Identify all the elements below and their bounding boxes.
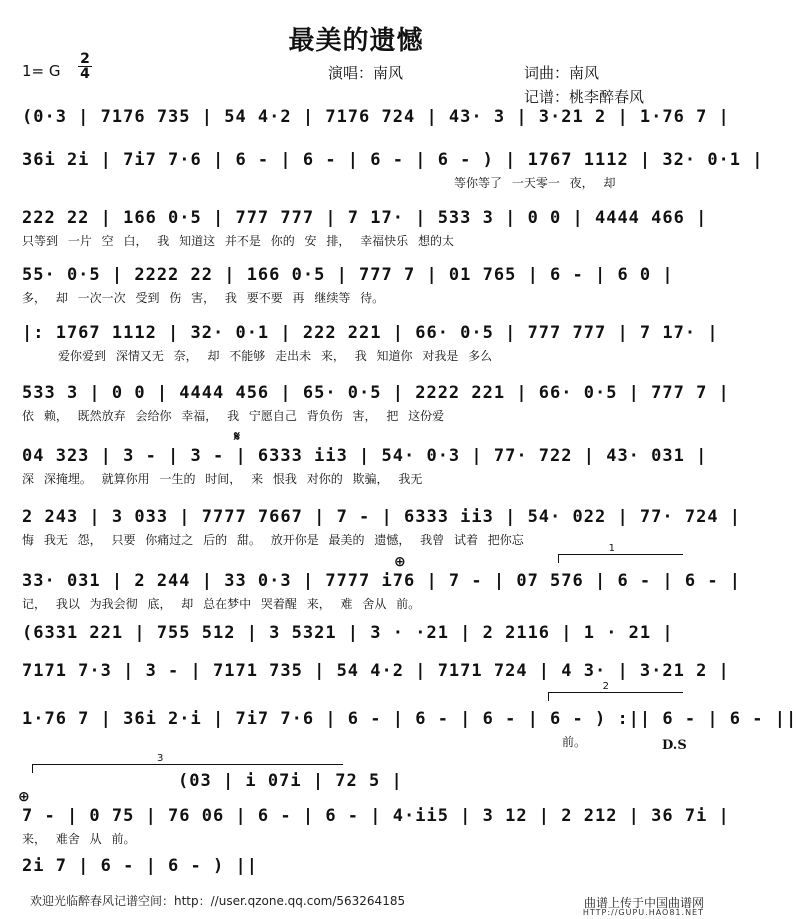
time-signature-numerator: 2 [78,52,92,67]
notation-line: 222 22 | 166 0·5 | 777 777 | 7 17· | 533 3 | 0 0 | 4444 466 | [22,208,708,228]
composer-credit: 词曲：南风 [524,64,600,82]
notation-line: |: 1767 1112 | 32· 0·1 | 222 221 | 66· 0·5 | 777 777 | 7 17· | [22,323,719,343]
lyric-line: 依 赖， 既然放弃 会给你 幸福， 我 宁愿自己 背负伤 害， 把 这份爱 [22,409,445,423]
notation-line: (6331 221 | 755 512 | 3 5321 | 3 · ·21 | 2 2116 | 1 · 21 | [22,623,674,643]
notation-line: (0·3 | 7176 735 | 54 4·2 | 7176 724 | 43· 3 | 3·21 2 | 1·76 7 | [22,107,730,127]
watermark-url: HTTP://GUPU.HAO81.NET [582,908,704,917]
second-ending-number: 2 [602,681,609,692]
notation-line: 1·76 7 | 36i 2·i | 7i7 7·6 | 6 - | 6 - | 6 - | 6 - ) :|| 6 - | 6 - || [22,709,797,729]
lyric-line: 只等到 一片 空 白， 我 知道这 并不是 你的 安 排， 幸福快乐 想的太 [22,234,454,248]
lyric-line: 多， 却 一次一次 受到 伤 害， 我 要不要 再 继续等 待。 [22,291,385,305]
third-ending-number: 3 [157,753,164,764]
notation-line: 7171 7·3 | 3 - | 7171 735 | 54 4·2 | 7171 724 | 4 3· | 3·21 2 | [22,661,730,681]
song-title: 最美的遗憾 [288,26,424,56]
notation-line: 36i 2i | 7i7 7·6 | 6 - | 6 - | 6 - | 6 - ) | 1767 1112 | 32· 0·1 | [22,150,764,170]
key-signature: 1= G [22,62,61,80]
watermark-text: 曲谱上传于中国曲谱网 [583,896,704,910]
notation-line: 2 243 | 3 033 | 7777 7667 | 7 - | 6333 ii3 | 54· 022 | 77· 724 | [22,507,742,527]
segno-sign: 𝄋 [234,429,241,445]
first-ending-bracket [558,543,683,563]
lyric-line: 记， 我以 为我会彻 底， 却 总在梦中 哭着醒 来， 难 舍从 前。 [22,597,421,611]
singer-credit: 演唱：南风 [328,64,404,82]
notation-line: 2i 7 | 6 - | 6 - ) || [22,856,258,876]
footer-link-text: 欢迎光临醉春风记谱空间：http：//user.qzone.qq.com/563264185 [30,894,406,908]
notation-line: 7 - | 0 75 | 76 06 | 6 - | 6 - | 4·ii5 | 3 12 | 2 212 | 36 7i | [22,806,730,826]
notation-line: (03 | i 07i | 72 5 | [178,771,403,791]
time-signature-denominator: 4 [80,66,90,82]
lyric-line: 悔 我无 怨， 只要 你痛过之 后的 甜。 放开你是 最美的 遗憾， 我曾 试着 把你忘 [22,533,524,547]
notation-line: 55· 0·5 | 2222 22 | 166 0·5 | 777 7 | 01 765 | 6 - | 6 0 | [22,265,674,285]
lyric-line: 等你等了 一天零一 夜， 却 [454,176,616,190]
time-signature [78,52,92,81]
dal-segno-mark: D.S [662,738,687,753]
lyric-line: 前。 [562,735,587,749]
notator-credit: 记谱：桃李醉春风 [524,88,645,106]
notation-line: 04 323 | 3 - | 3 - | 6333 ii3 | 54· 0·3 | 77· 722 | 43· 031 | [22,446,708,466]
notation-line: 33· 031 | 2 244 | 33 0·3 | 7777 i76 | 7 - | 07 576 | 6 - | 6 - | [22,571,742,591]
first-ending-number: 1 [608,543,615,554]
lyric-line: 爱你爱到 深情又无 奈， 却 不能够 走出未 来， 我 知道你 对我是 多么 [58,349,493,363]
lyric-line: 来， 难舍 从 前。 [22,832,136,846]
coda-sign: ⊕ [394,554,406,570]
notation-line: 533 3 | 0 0 | 4444 456 | 65· 0·5 | 2222 221 | 66· 0·5 | 777 7 | [22,383,730,403]
second-ending-bracket [548,681,683,701]
lyric-line: 深 深掩埋。 就算你用 一生的 时间， 来 恨我 对你的 欺骗， 我无 [22,472,423,486]
coda-sign-end: ⊕ [18,789,30,805]
